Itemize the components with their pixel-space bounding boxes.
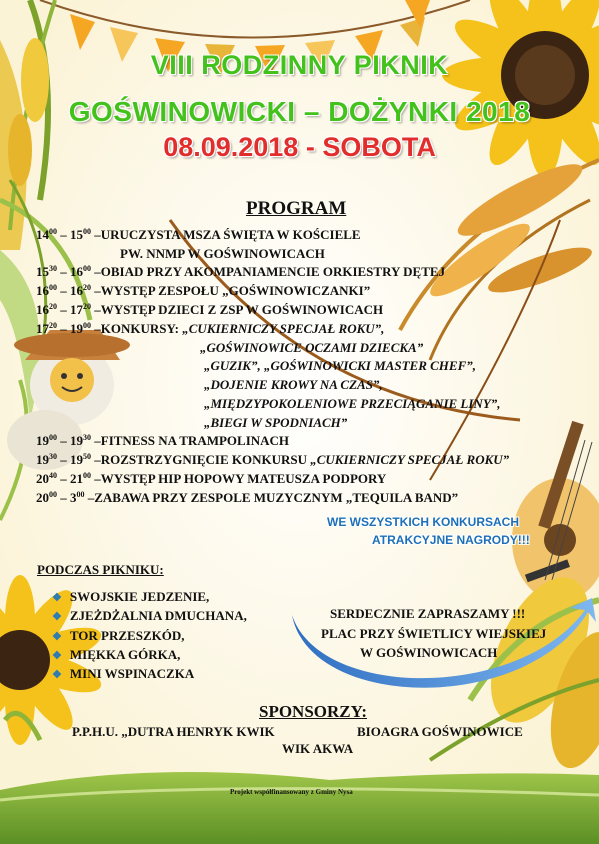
program-item: [204, 377, 383, 393]
end-minutes: 00: [83, 321, 91, 330]
invite-line-3: W GOŚWINOWICACH: [360, 645, 498, 660]
program-text: ZABAWA PRZY ZESPOLE MUZYCZNYM „TEQUILA BAND”: [94, 490, 459, 505]
program-text-continued: „GUZIK”, „GOŚWINOWICKI MASTER CHEF”,: [204, 358, 476, 373]
start-hour: 19: [36, 452, 49, 467]
start-minutes: 00: [49, 433, 57, 442]
program-text-italic: „CUKIERNICZY SPECJAŁ ROKU”: [310, 452, 510, 467]
end-minutes: 20: [83, 283, 91, 292]
program-item: [200, 340, 423, 356]
start-hour: 20: [36, 471, 49, 486]
program-time: $15^{30} - 16^{00}$ –: [36, 264, 101, 279]
start-minutes: 30: [49, 452, 57, 461]
sponsors-heading: SPONSORZY:: [259, 702, 368, 721]
program-item: [36, 302, 383, 318]
start-minutes: 00: [49, 227, 57, 236]
end-hour: 16: [70, 283, 83, 298]
program-time: $19^{00} - 19^{30}$ –: [36, 433, 101, 448]
program-text-continued: „MIĘDZYPOKOLENIOWE PRZECIĄGANIE LINY”,: [204, 396, 501, 411]
end-hour: 19: [70, 321, 83, 336]
sponsor-2: BIOAGRA GOŚWINOWICE: [357, 724, 523, 739]
prizes-line-2: ATRAKCYJNE NAGRODY!!!: [372, 533, 530, 547]
end-hour: 19: [70, 433, 83, 448]
program-text: KONKURSY:: [100, 321, 180, 336]
cofinancing-note: Projekt współfinansowany z Gminy Nysa: [230, 788, 353, 796]
program-item: [36, 433, 289, 449]
end-minutes: 50: [83, 452, 91, 461]
end-minutes: 00: [83, 264, 91, 273]
program-text: WYSTĘP HIP HOPOWY MATEUSZA PODPORY: [100, 471, 387, 486]
program-item: [204, 358, 476, 374]
event-subtitle: GOŚWINOWICKI – DOŻYNKI 2018: [68, 96, 531, 127]
end-hour: 19: [70, 452, 83, 467]
program-text-continued: „BIEGI W SPODNIACH”: [204, 415, 348, 430]
sponsor-3: WIK AKWA: [282, 741, 354, 756]
during-item: [52, 647, 180, 663]
end-hour: 3: [70, 490, 77, 505]
diamond-bullet-icon: ❖: [52, 611, 62, 623]
sponsor-1: P.P.H.U. „DUTRA HENRYK KWIK: [72, 724, 275, 739]
program-text: WYSTĘP ZESPOŁU „GOŚWINOWICZANKI”: [100, 283, 371, 298]
program-time: $14^{00} - 15^{00}$ –: [36, 227, 101, 242]
end-minutes: 00: [83, 227, 91, 236]
program-time: $16^{00} - 16^{20}$ –: [36, 283, 101, 298]
during-item: [52, 589, 209, 605]
diamond-bullet-icon: ❖: [52, 669, 62, 681]
end-minutes: 30: [83, 433, 91, 442]
diamond-bullet-icon: ❖: [52, 631, 62, 643]
program-text: ROZSTRZYGNIĘCIE KONKURSU: [100, 452, 307, 467]
prizes-line-1: WE WSZYSTKICH KONKURSACH: [327, 515, 519, 529]
during-item-label: TOR PRZESZKÓD,: [69, 628, 185, 643]
invite-line-1: SERDECZNIE ZAPRASZAMY !!!: [330, 606, 526, 621]
program-time: $19^{30} - 19^{50}$ –: [36, 452, 101, 467]
program-text: FITNESS NA TRAMPOLINACH: [100, 433, 290, 448]
end-minutes: 00: [76, 490, 85, 499]
program-time: $16^{20} - 17^{20}$ –: [36, 302, 101, 317]
program-text-continued: „GOŚWINOWICE OCZAMI DZIECKA”: [200, 340, 424, 355]
program-item: [36, 321, 384, 337]
during-item-label: MINI WSPINACZKA: [69, 666, 195, 681]
grass-ground: [0, 772, 599, 844]
start-hour: 20: [36, 490, 49, 505]
start-hour: 16: [36, 283, 49, 298]
program-item: [204, 415, 347, 431]
start-minutes: 00: [49, 490, 57, 499]
during-item-label: ZJEŻDŻALNIA DMUCHANA,: [69, 608, 247, 623]
program-item: [36, 264, 445, 280]
program-text-continued: PW. NNMP W GOŚWINOWICACH: [120, 246, 325, 261]
start-minutes: 20: [49, 302, 57, 311]
program-item: [120, 246, 325, 262]
during-item: [52, 628, 185, 644]
program-text: URUCZYSTA MSZA ŚWIĘTA W KOŚCIELE: [100, 227, 361, 242]
start-hour: 19: [36, 433, 49, 448]
program-text: OBIAD PRZY AKOMPANIAMENCIE ORKIESTRY DĘTEJ: [100, 264, 446, 279]
start-hour: 17: [36, 321, 49, 336]
program-heading: PROGRAM: [246, 198, 347, 219]
diamond-bullet-icon: ❖: [52, 650, 62, 662]
end-hour: 15: [70, 227, 83, 242]
start-hour: 15: [36, 264, 49, 279]
end-hour: 21: [70, 471, 83, 486]
program-item: [204, 396, 501, 412]
start-minutes: 40: [49, 471, 57, 480]
program-item: [36, 490, 458, 506]
event-title: VIII RODZINNY PIKNIK: [150, 50, 449, 80]
diamond-bullet-icon: ❖: [52, 592, 62, 604]
program-item: [36, 452, 509, 468]
start-hour: 14: [36, 227, 49, 242]
end-minutes: 00: [83, 471, 91, 480]
program-time: $20^{00} - 3^{00}$ –: [36, 490, 95, 505]
during-item-label: SWOJSKIE JEDZENIE,: [69, 589, 210, 604]
program-item: [36, 471, 386, 487]
start-minutes: 30: [49, 264, 57, 273]
during-item-label: MIĘKKA GÓRKA,: [69, 647, 181, 662]
start-minutes: 20: [49, 321, 57, 330]
program-text: WYSTĘP DZIECI Z ZSP W GOŚWINOWICACH: [100, 302, 384, 317]
start-hour: 16: [36, 302, 49, 317]
event-date: 08.09.2018 - SOBOTA: [163, 132, 436, 162]
during-item: [52, 608, 247, 624]
end-minutes: 20: [83, 302, 91, 311]
start-minutes: 00: [49, 283, 57, 292]
program-time: $17^{20} - 19^{00}$ –: [36, 321, 101, 336]
program-item: [36, 283, 370, 299]
program-text-continued: „DOJENIE KROWY NA CZAS”,: [204, 377, 383, 392]
end-hour: 16: [70, 264, 83, 279]
invite-line-2: PLAC PRZY ŚWIETLICY WIEJSKIEJ: [321, 626, 547, 641]
program-item: [36, 227, 361, 243]
during-heading: PODCZAS PIKNIKU:: [37, 562, 164, 577]
end-hour: 17: [70, 302, 83, 317]
program-time: $20^{40} - 21^{00}$ –: [36, 471, 101, 486]
program-text-italic: „CUKIERNICZY SPECJAŁ ROKU”,: [182, 321, 385, 336]
during-item: [52, 666, 194, 682]
